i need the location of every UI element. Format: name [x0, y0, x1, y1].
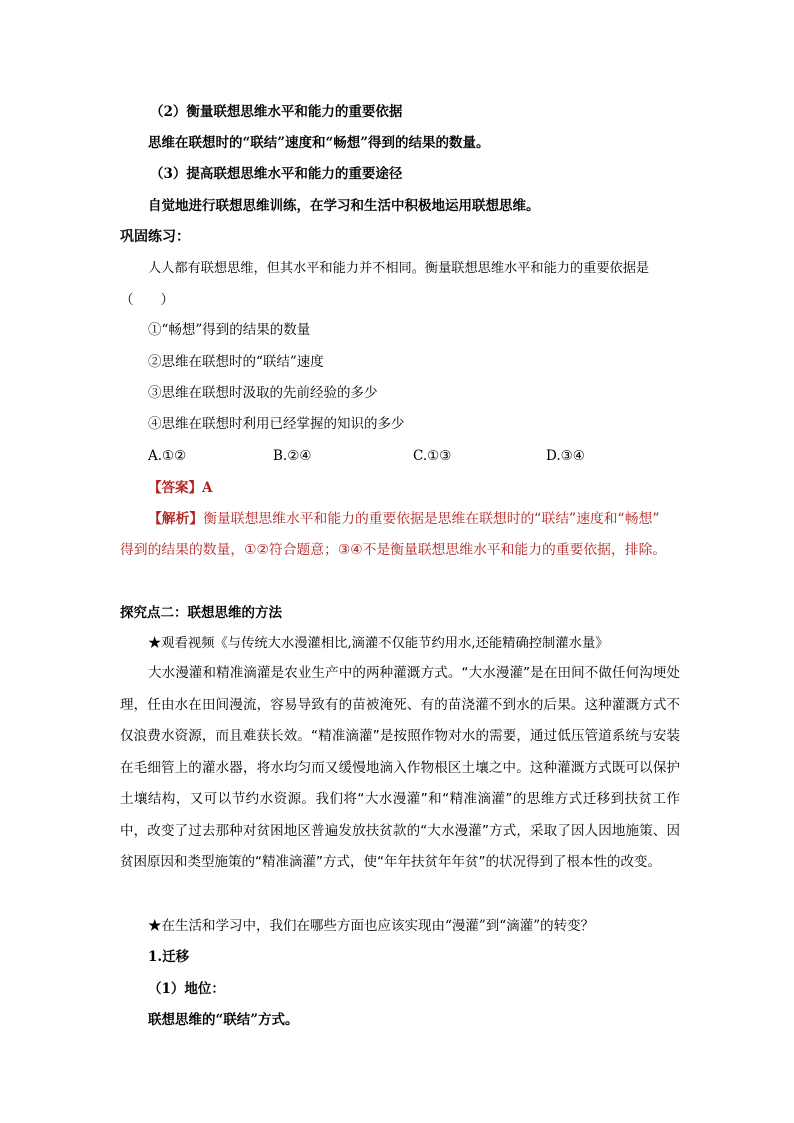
video-prompt: ★观看视频《与传统大水漫灌相比,滴灌不仅能节约用水,还能精确控制灌水量》: [148, 636, 609, 651]
analysis-label: 【解析】: [148, 511, 204, 527]
choice-item-4: ④思维在联想时利用已经掌握的知识的多少: [148, 416, 405, 432]
position-text: 联想思维的“联结”方式。: [148, 1012, 299, 1028]
section2-heading: 探究点二：联想思维的方法: [120, 605, 282, 621]
choice-item-2: ②思维在联想时的“联结”速度: [148, 354, 324, 370]
exercise-heading: 巩固练习：: [120, 229, 190, 245]
option-c: C.①③: [413, 448, 452, 464]
choice-item-1: ①“畅想”得到的结果的数量: [148, 322, 311, 338]
option-d: D.③④: [546, 448, 585, 464]
subheading-transfer: 1.迁移: [148, 949, 190, 965]
subheading-position: （1）地位：: [148, 981, 225, 997]
answer-value: A: [202, 480, 213, 496]
answer-line: [148, 478, 212, 498]
irrigation-paragraph: 大水漫灌和精准滴灌是农业生产中的两种灌溉方式。“大水漫灌”是在田间不做任何沟埂处理，任由水在田间漫流，容易导致有的苗被淹死、有的苗浇灌不到水的后果。这种灌溉方式不仅浪费水资源，而且难获长效。“精准滴灌”是按照作物对水的需要，通过低压管道系统与安装在毛细管上的灌水器，将水均匀而又缓慢地滴入作物根区土壤之中。这种灌溉方式既可以保护土壤结构，又可以节约水资源。我们将“大水漫灌”和“精准滴灌”的思维方式迁移到扶贫工作中，改变了过去那种对贫困地区普遍发放扶贫款的“大水漫灌”方式，采取了因人因地施策、因贫困原因和类型施策的“精准滴灌”方式，使“年年扶贫年年贫”的状况得到了根本性的改变。: [120, 665, 680, 870]
analysis-line-2: 得到的结果的数量，①②符合题意；③④不是衡量联想思维水平和能力的重要依据，排除。: [120, 542, 667, 558]
option-a: A.①②: [148, 448, 187, 464]
question-text: 人人都有联想思维，但其水平和能力并不相同。衡量联想思维水平和能力的重要依据是: [148, 261, 650, 276]
choice-item-3: ③思维在联想时汲取的先前经验的多少: [148, 385, 378, 401]
section-heading-3: （3）提高联想思维水平和能力的重要途径: [150, 166, 403, 182]
answer-label: 【答案】: [148, 480, 202, 496]
section-text-3: 自觉地进行联想思维训练，在学习和生活中积极地运用联想思维。: [148, 198, 540, 214]
section-text-2: 思维在联想时的“联结”速度和“畅想”得到的结果的数量。: [148, 135, 490, 151]
option-b: B.②④: [273, 448, 312, 464]
question-bracket: （ ）: [120, 292, 174, 308]
reflection-question: ★在生活和学习中，我们在哪些方面也应该实现由“漫灌”到“滴灌”的转变？: [148, 918, 595, 934]
section-heading-2: （2）衡量联想思维水平和能力的重要依据: [150, 104, 403, 120]
analysis-text-1: 衡量联想思维水平和能力的重要依据是思维在联想时的“联结”速度和“畅想”: [203, 511, 660, 527]
analysis-line-1: [148, 509, 659, 529]
